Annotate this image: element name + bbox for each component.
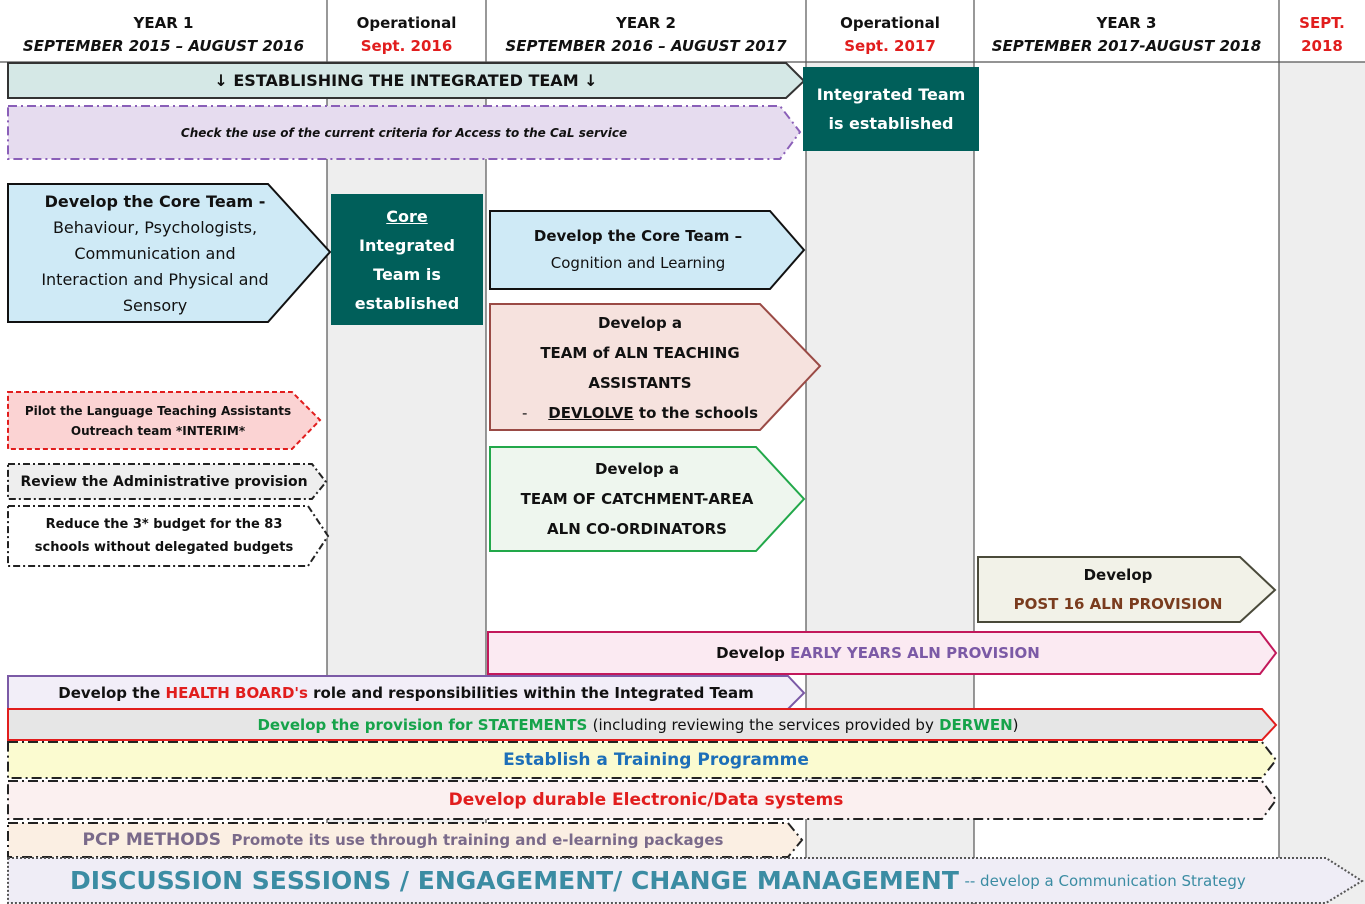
statements-arrow xyxy=(8,709,1276,740)
integrated-established-line2: is established xyxy=(828,114,954,133)
early-years-arrow xyxy=(488,632,1276,674)
year2-title: YEAR 2 xyxy=(616,14,676,32)
op1-header xyxy=(327,12,486,58)
ta-team-devolve-rest: to the schools xyxy=(638,404,759,422)
health-board-pre: Develop the xyxy=(58,683,161,702)
ta-team-arrow xyxy=(490,304,820,430)
pilot-line1: Pilot the Language Teaching Assistants xyxy=(24,404,292,418)
training-text: Establish a Training Programme xyxy=(503,750,809,770)
core-team-2-sub: Cognition and Learning xyxy=(550,254,726,272)
establishing-team-text: ↓ ESTABLISHING THE INTEGRATED TEAM ↓ xyxy=(214,71,598,90)
reduce-budget-line1: Reduce the 3* budget for the 83 xyxy=(45,517,283,532)
statements-post: ) xyxy=(1012,715,1019,734)
discussion-arrow xyxy=(8,858,1362,903)
core-established-line3: Team is xyxy=(373,264,441,284)
integrated-established-line1: Integrated Team xyxy=(816,85,966,104)
year2-header xyxy=(486,12,806,58)
core-team-1-line2: Communication and xyxy=(74,244,236,263)
catchment-line1: Develop a xyxy=(594,460,680,478)
core-team-1-line3: Interaction and Physical and xyxy=(41,270,269,289)
core-established-line4: established xyxy=(354,293,460,313)
year3-title: YEAR 3 xyxy=(1096,14,1157,32)
catchment-line3: ALN CO-ORDINATORS xyxy=(547,520,727,538)
op1-date: Sept. 2016 xyxy=(360,37,453,55)
year1-header xyxy=(0,12,327,58)
year3-dates: SEPTEMBER 2017-AUGUST 2018 xyxy=(991,37,1262,55)
health-board-post: role and responsibilities within the Integrated Team xyxy=(313,683,754,702)
reduce-budget-arrow xyxy=(8,506,328,566)
ta-team-line3: ASSISTANTS xyxy=(588,374,692,392)
health-board-highlight: HEALTH BOARD's xyxy=(165,683,308,702)
core-team-1-title: Develop the Core Team - xyxy=(44,192,266,211)
core-established-line2: Integrated xyxy=(359,235,455,255)
year1-title: YEAR 1 xyxy=(133,14,194,32)
ta-team-line2: TEAM of ALN TEACHING xyxy=(540,344,740,362)
check-criteria-text: Check the use of the current criteria for Access to the CaL service xyxy=(180,125,628,140)
op2-title: Operational xyxy=(840,14,940,32)
sept-2018-band xyxy=(1279,62,1365,904)
sept-2018-line2: 2018 xyxy=(1301,37,1343,55)
ta-team-dash: - xyxy=(521,404,528,422)
sept-2018-line1: SEPT. xyxy=(1299,14,1345,32)
health-board-arrow xyxy=(8,676,804,709)
catchment-arrow xyxy=(490,447,804,551)
discussion-rest: -- develop a Communication Strategy xyxy=(964,871,1246,890)
early-years-highlight: EARLY YEARS ALN PROVISION xyxy=(790,644,1040,662)
establishing-team-arrow xyxy=(8,63,804,98)
core-team-1-arrow xyxy=(8,184,330,322)
early-years-pre: Develop xyxy=(716,644,785,662)
pilot-arrow xyxy=(8,392,320,449)
core-team-1-line1: Behaviour, Psychologists, xyxy=(52,218,258,237)
core-team-1-line4: Sensory xyxy=(122,296,188,315)
statements-highlight: DERWEN xyxy=(939,715,1013,734)
sept-2018-header xyxy=(1279,12,1365,58)
year3-header xyxy=(974,12,1279,58)
electronic-arrow xyxy=(8,781,1276,819)
pcp-title: PCP METHODS xyxy=(82,830,222,850)
pcp-arrow xyxy=(8,823,802,857)
catchment-line2: TEAM OF CATCHMENT-AREA xyxy=(520,490,754,508)
op2-header xyxy=(806,12,974,58)
core-established-line1: Core xyxy=(386,206,428,226)
ta-team-line1: Develop a xyxy=(597,314,683,332)
op2-date: Sept. 2017 xyxy=(844,37,936,55)
review-admin-text: Review the Administrative provision xyxy=(20,473,308,490)
reduce-budget-line2: schools without delegated budgets xyxy=(34,540,294,555)
post16-arrow xyxy=(978,557,1275,622)
ta-team-devolve: DEVLOLVE xyxy=(548,404,634,422)
core-team-2-arrow xyxy=(490,211,804,289)
pilot-line2: Outreach team *INTERIM* xyxy=(70,424,246,438)
year2-dates: SEPTEMBER 2016 – AUGUST 2017 xyxy=(505,37,787,55)
electronic-text: Develop durable Electronic/Data systems xyxy=(448,790,844,810)
training-arrow xyxy=(8,742,1276,778)
discussion-title: DISCUSSION SESSIONS / ENGAGEMENT/ CHANGE MANAGEMENT xyxy=(70,866,959,895)
core-team-established-box xyxy=(331,194,483,325)
statements-pre: Develop the provision for STATEMENTS xyxy=(257,715,588,734)
check-criteria-arrow xyxy=(8,106,800,159)
post16-line2: POST 16 ALN PROVISION xyxy=(1013,595,1223,613)
post16-line1: Develop xyxy=(1083,566,1153,584)
year1-dates: SEPTEMBER 2015 – AUGUST 2016 xyxy=(22,37,305,55)
core-team-2-title: Develop the Core Team – xyxy=(533,227,743,245)
statements-mid: (including reviewing the services provided by xyxy=(592,715,934,734)
op1-title: Operational xyxy=(356,14,457,32)
pcp-rest: Promote its use through training and e-learning packages xyxy=(231,831,724,849)
integrated-team-established-box xyxy=(803,67,979,151)
review-admin-arrow xyxy=(8,464,326,499)
